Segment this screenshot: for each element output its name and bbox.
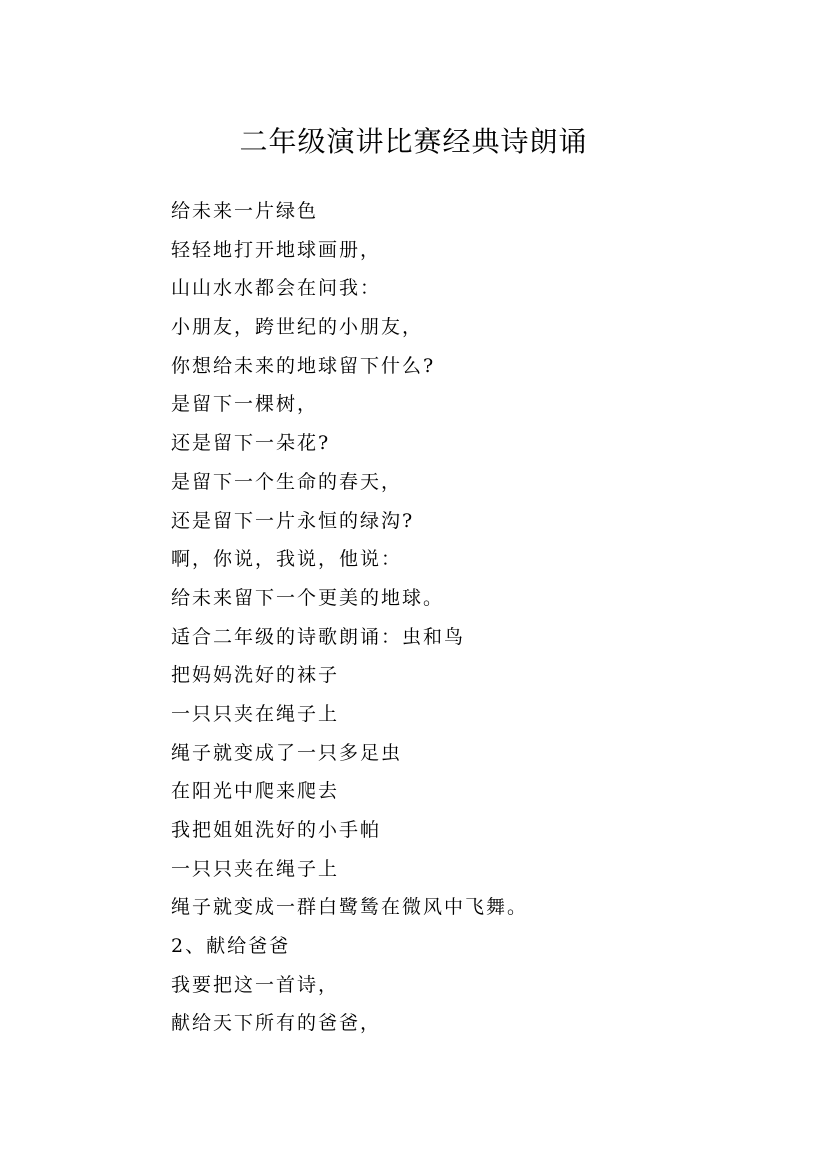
poem-text-body bbox=[171, 195, 731, 1046]
text-line: 你想给未来的地球留下什么? bbox=[171, 354, 436, 377]
document-title: 二年级演讲比赛经典诗朗诵 bbox=[239, 124, 588, 158]
text-line: 小朋友，跨世纪的小朋友， bbox=[171, 316, 424, 339]
text-line: 还是留下一片永恒的绿沟? bbox=[171, 509, 415, 532]
text-line: 是留下一个生命的春天， bbox=[171, 470, 403, 493]
text-line: 啊，你说，我说，他说： bbox=[171, 548, 403, 571]
text-line: 绳子就变成一群白鹭鸶在微风中飞舞。 bbox=[171, 896, 529, 919]
text-line: 是留下一棵树， bbox=[171, 393, 319, 416]
text-line: 给未来一片绿色 bbox=[171, 200, 319, 222]
text-line: 一只只夹在绳子上 bbox=[171, 857, 340, 880]
text-line: 山山水水都会在问我： bbox=[171, 277, 382, 300]
text-line: 绳子就变成了一只多足虫 bbox=[171, 741, 403, 764]
text-line: 2、献给爸爸 bbox=[171, 935, 291, 958]
text-line: 献给天下所有的爸爸， bbox=[171, 1012, 382, 1035]
text-line: 我要把这一首诗， bbox=[171, 973, 340, 996]
text-line: 在阳光中爬来爬去 bbox=[171, 780, 340, 803]
text-line: 我把姐姐洗好的小手帕 bbox=[171, 819, 382, 841]
text-line: 给未来留下一个更美的地球。 bbox=[171, 586, 445, 609]
text-line: 一只只夹在绳子上 bbox=[171, 702, 340, 725]
text-line: 适合二年级的诗歌朗诵：虫和鸟 bbox=[171, 625, 466, 648]
text-line: 还是留下一朵花? bbox=[171, 432, 331, 455]
text-line: 把妈妈洗好的袜子 bbox=[171, 664, 340, 687]
text-line: 轻轻地打开地球画册， bbox=[171, 238, 382, 261]
